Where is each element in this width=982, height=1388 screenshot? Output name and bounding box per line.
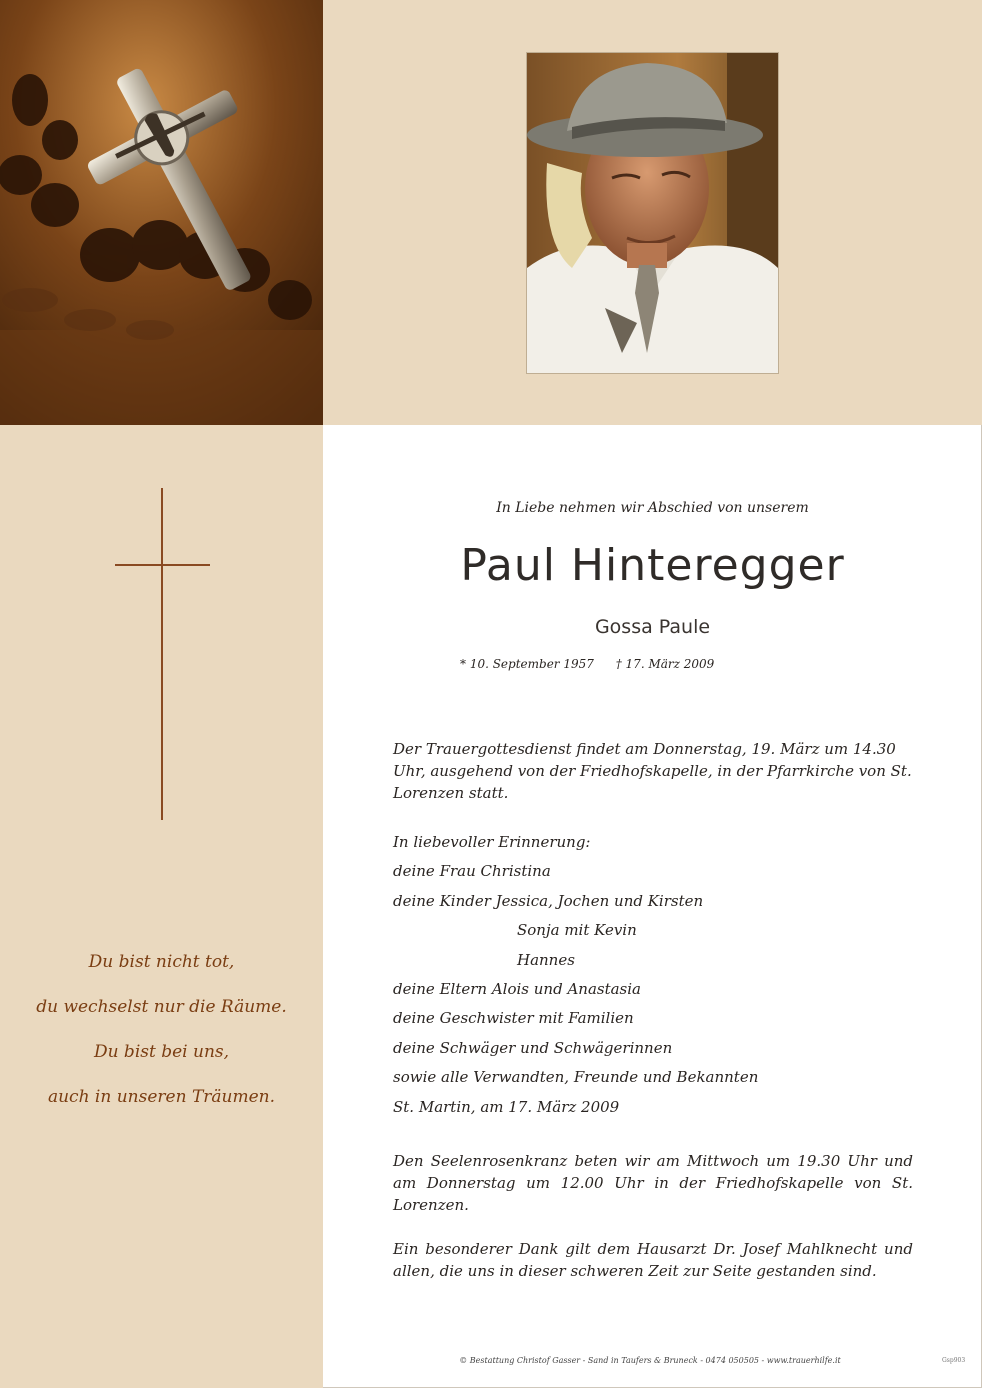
rosary-paragraph: Den Seelenrosenkranz beten wir am Mittwoch um 19.30 Uhr und am Donnerstag um 12.00 Uhr in der Friedhofskapelle von St. Lorenzen. xyxy=(393,1152,913,1214)
list-item: deine Geschwister mit Familien xyxy=(393,1009,634,1028)
list-item: sowie alle Verwandten, Freunde und Bekannten xyxy=(393,1068,759,1087)
place-date: St. Martin, am 17. März 2009 xyxy=(393,1098,620,1116)
quote-line: auch in unseren Träumen. xyxy=(47,1087,276,1107)
death-date: † 17. März 2009 xyxy=(615,657,715,671)
crucifix-icon xyxy=(0,0,323,425)
list-item: In liebevoller Erinnerung: xyxy=(393,833,591,851)
template-code: Gsp903 xyxy=(942,1357,966,1364)
nickname: Gossa Paule xyxy=(594,616,711,638)
quote-line: Du bist bei uns, xyxy=(93,1042,230,1062)
crucifix-photo xyxy=(0,0,323,425)
service-paragraph: Der Trauergottesdienst findet am Donnerstag, 19. März um 14.30 Uhr, ausgehend von der Friedhofskapelle, in der Pfarrkirche von St. Lorenzen statt. xyxy=(393,740,912,802)
cross-icon xyxy=(115,488,210,820)
portrait-icon xyxy=(527,53,778,373)
intro-text: In Liebe nehmen wir Abschied von unserem xyxy=(496,500,809,516)
mourners-list xyxy=(393,828,758,1093)
deceased-name: Paul Hinteregger xyxy=(460,540,845,591)
quote-line: Du bist nicht tot, xyxy=(88,952,235,972)
quote-verse xyxy=(0,940,323,1120)
list-item: deine Eltern Alois und Anastasia xyxy=(393,979,641,998)
quote-line: du wechselst nur die Räume. xyxy=(36,997,287,1017)
list-item: Hannes xyxy=(517,950,575,969)
list-item: Sonja mit Kevin xyxy=(517,921,637,940)
footer-credit: © Bestattung Christof Gasser - Sand in Taufers & Bruneck - 0474 050505 - www.trauerhilfe.it xyxy=(459,1356,841,1365)
thanks-paragraph: Ein besonderer Dank gilt dem Hausarzt Dr. Josef Mahlknecht und allen, die uns in dieser schweren Zeit zur Seite gestanden sind. xyxy=(393,1240,913,1280)
list-item: deine Frau Christina xyxy=(393,862,551,881)
life-dates xyxy=(460,657,732,671)
list-item: deine Kinder Jessica, Jochen und Kirsten xyxy=(393,891,704,910)
birth-date: * 10. September 1957 xyxy=(460,657,594,671)
portrait-photo xyxy=(527,53,778,373)
list-item: deine Schwäger und Schwägerinnen xyxy=(393,1038,673,1057)
